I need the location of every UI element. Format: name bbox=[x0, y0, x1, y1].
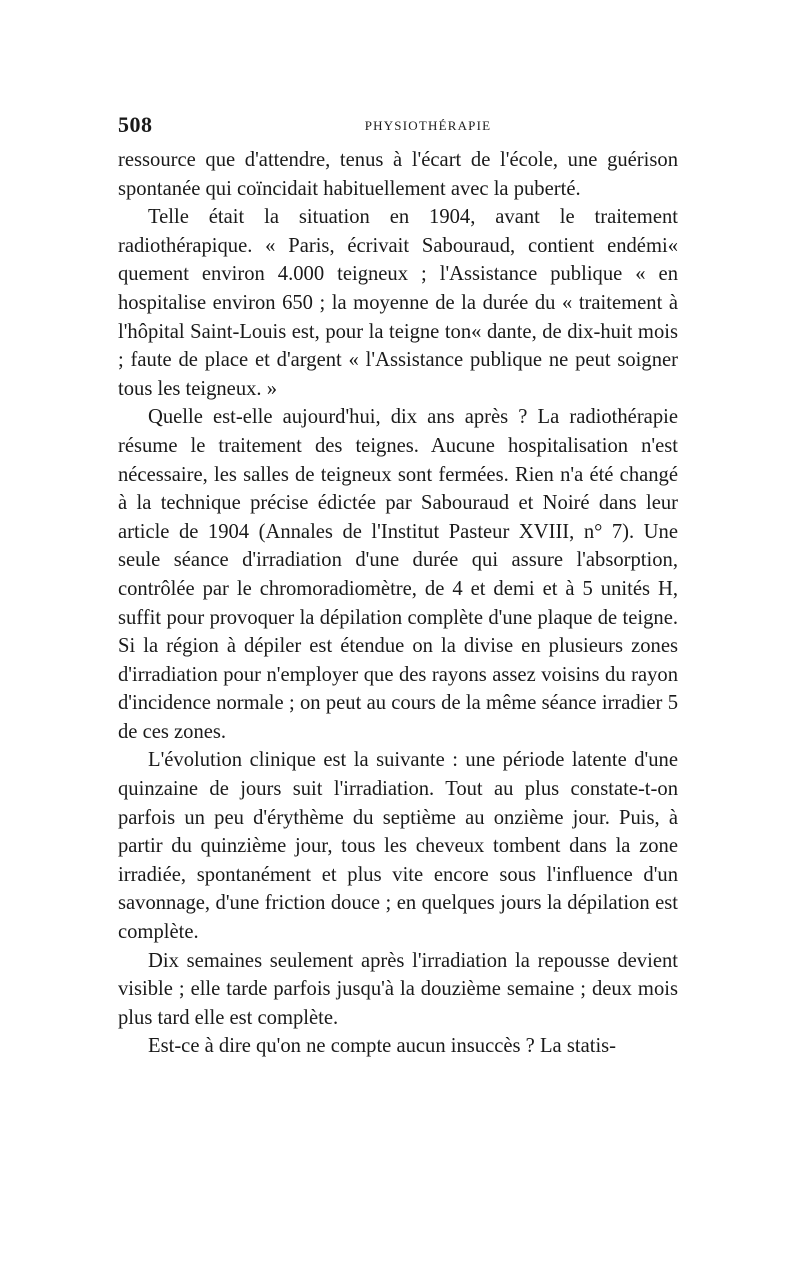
paragraph-4: L'évolution clinique est la suivante : une période latente d'une quinzaine de jours suit l'irradiation. Tout au plus constate-t-on parfois un peu d'érythème du septième au onzième jour. Puis, à partir du quinzième jour, tous les cheveux tombent dans la zone irradiée, spontanément et plus vite encore sous l'influence d'un savonnage, d'une friction douce ; en quelques jours la dépilation est complète. bbox=[118, 749, 678, 944]
paragraph-3: Quelle est-elle aujourd'hui, dix ans après ? La radiothérapie résume le traitement des teignes. Aucune hospitalisation n'est nécessaire, les salles de teigneux sont fermées. Rien n'a été changé à la technique précise édictée par Sabouraud et Noiré dans leur article de 1904 (Annales de l'Institut Pasteur XVIII, n° 7). Une seule séance d'irradiation d'une durée qui assure l'absorption, contrôlée par le chromoradiomètre, de 4 et demi et à 5 unités H, suffit pour provoquer la dépilation complète d'une plaque de teigne. Si la région à dépiler est étendue on la divise en plusieurs zones d'irradiation pour n'employer que des rayons assez voisins du rayon d'incidence normale ; on peut au cours de la même séance irradier 5 de ces zones. bbox=[118, 406, 678, 743]
paragraph-2: Telle était la situation en 1904, avant le traitement radiothérapique. « Paris, écrivait Sabouraud, contient endémi« quement environ 4.000 teigneux ; l'Assistance publique « en hospitalise environ 650 ; la moyenne de la durée du « traitement à l'hôpital Saint-Louis est, pour la teigne ton« dante, de dix-huit mois ; faute de place et d'argent « l'Assistance publique ne peut soigner tous les teigneux. » bbox=[118, 206, 678, 400]
page-number: 508 bbox=[118, 112, 153, 137]
running-title: PHYSIOTHÉRAPIE bbox=[364, 118, 492, 133]
paragraph-5: Dix semaines seulement après l'irradiation la repousse devient visible ; elle tarde parfois jusqu'à la douzième semaine ; deux mois plus tard elle est complète. bbox=[118, 949, 678, 1029]
running-header bbox=[118, 112, 678, 142]
paragraph-6: Est-ce à dire qu'on ne compte aucun insuccès ? La statis- bbox=[148, 1035, 617, 1058]
body-text bbox=[118, 146, 678, 1061]
paragraph-1: ressource que d'attendre, tenus à l'écart de l'école, une guérison spontanée qui coïncidait habituellement avec la puberté. bbox=[118, 149, 678, 200]
